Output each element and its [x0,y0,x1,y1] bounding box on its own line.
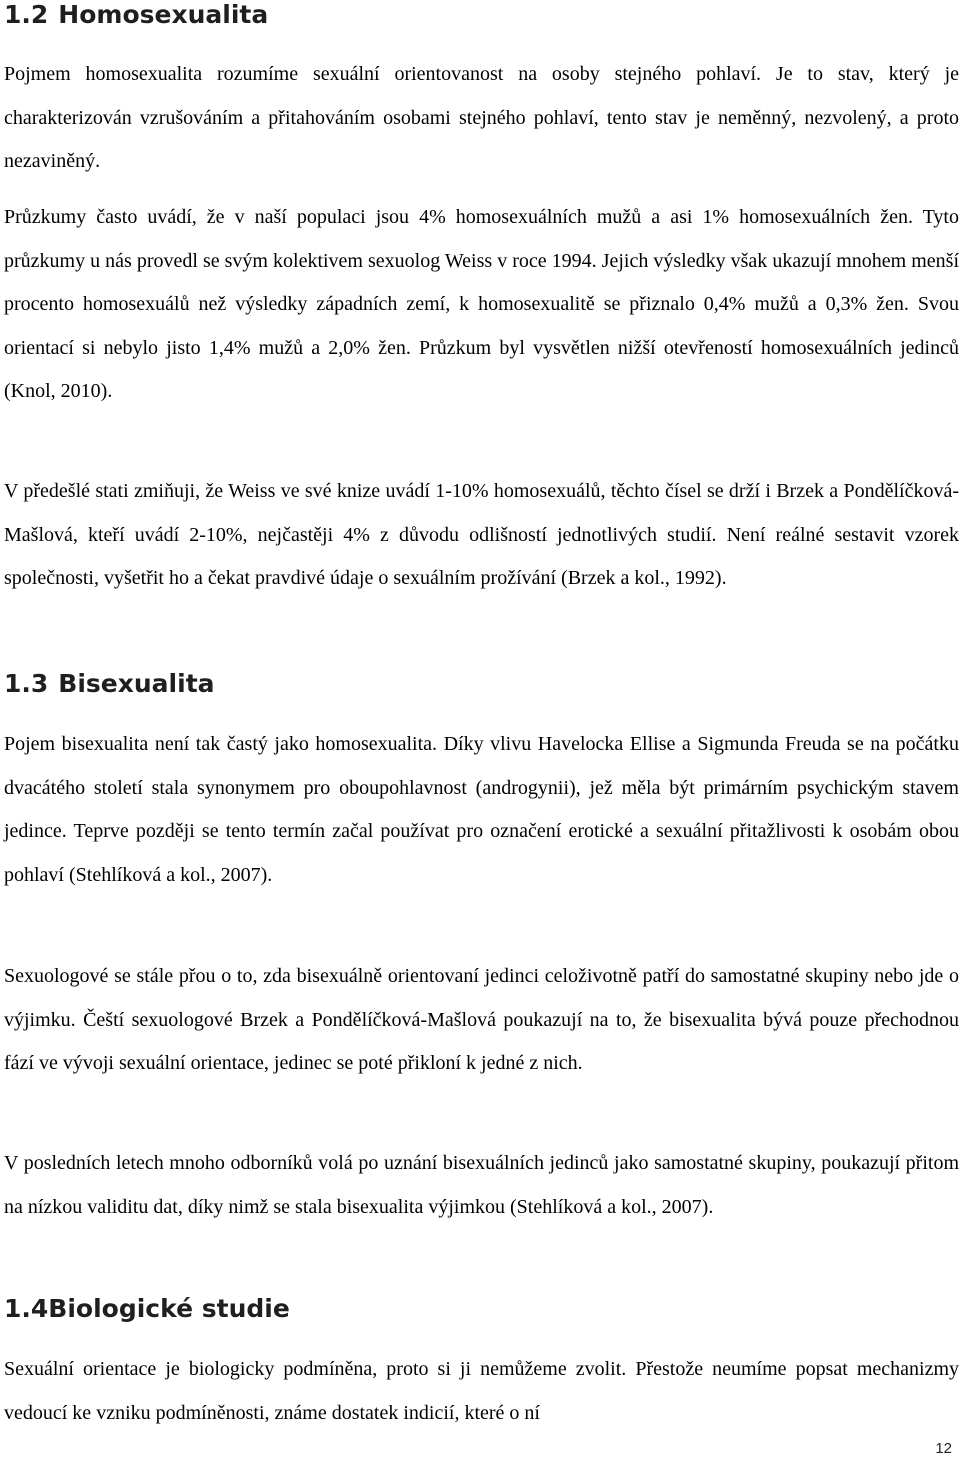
section-heading-1-4 [4,1294,290,1324]
section-number: 1.4 [4,1294,49,1323]
page-number: 12 [935,1440,952,1457]
section-title: Biologické studie [48,1294,290,1323]
paragraph: Pojem bisexualita není tak častý jako homosexualita. Díky vlivu Havelocka Ellise a Sigmunda Freuda se na počátku dvacátého století stala synonymem pro oboupohlavnost (androgynii), jež měla být primárním psychickým stavem jedince. Teprve později se tento termín začal používat pro označení erotické a sexuální přitažlivosti k osobám obou pohlaví (Stehlíková a kol., 2007). [4,733,959,886]
paragraph: Průzkumy často uvádí, že v naší populaci jsou 4% homosexuálních mužů a asi 1% homosexuálních žen. Tyto průzkumy u nás provedl se svým kolektivem sexuolog Weiss v roce 1994. Jejich výsledky však ukazují mnohem menší procento homosexuálů než výsledky západních zemí, k homosexualitě se přiznalo 0,4% mužů a 0,3% žen. Svou orientací si nebylo jisto 1,4% mužů a 2,0% žen. Průzkum byl vysvětlen nižší otevřeností homosexuálních jedinců (Knol, 2010). [4,206,959,402]
paragraph: Sexuální orientace je biologicky podmíněna, proto si ji nemůžeme zvolit. Přestože neumíme popsat mechanizmy vedoucí ke vzniku podmíněnosti, známe dostatek indicií, které o ní [4,1358,959,1424]
section-title: Homosexualita [58,0,269,29]
section-heading-1-2 [4,0,268,30]
section-heading-1-3 [4,669,215,699]
paragraph: Pojmem homosexualita rozumíme sexuální orientovanost na osoby stejného pohlaví. Je to stav, který je charakterizován vzrušováním a přitahováním osobami stejného pohlaví, tento stav je neměnný, nezvolený, a proto nezaviněný. [4,63,959,172]
section-number: 1.2 [4,0,49,29]
section-title: Bisexualita [58,669,215,698]
paragraph: V posledních letech mnoho odborníků volá po uznání bisexuálních jedinců jako samostatné skupiny, poukazují přitom na nízkou validitu dat, díky nimž se stala bisexualita výjimkou (Stehlíková a kol., 2007). [4,1152,959,1218]
paragraph: Sexuologové se stále přou o to, zda bisexuálně orientovaní jedinci celoživotně patří do samostatné skupiny nebo jde o výjimku. Čeští sexuologové Brzek a Pondělíčková-Mašlová poukazují na to, že bisexualita bývá pouze přechodnou fází ve vývoji sexuální orientace, jedinec se poté přikloní k jedné z nich. [4,965,959,1074]
paragraph: V předešlé stati zmiňuji, že Weiss ve své knize uvádí 1-10% homosexuálů, těchto čísel se drží i Brzek a Pondělíčková-Mašlová, kteří uvádí 2-10%, nejčastěji 4% z důvodu odlišností jednotlivých studií. Není reálné sestavit vzorek společnosti, vyšetřit ho a čekat pravdivé údaje o sexuálním prožívání (Brzek a kol., 1992). [4,480,959,589]
section-number: 1.3 [4,669,49,698]
